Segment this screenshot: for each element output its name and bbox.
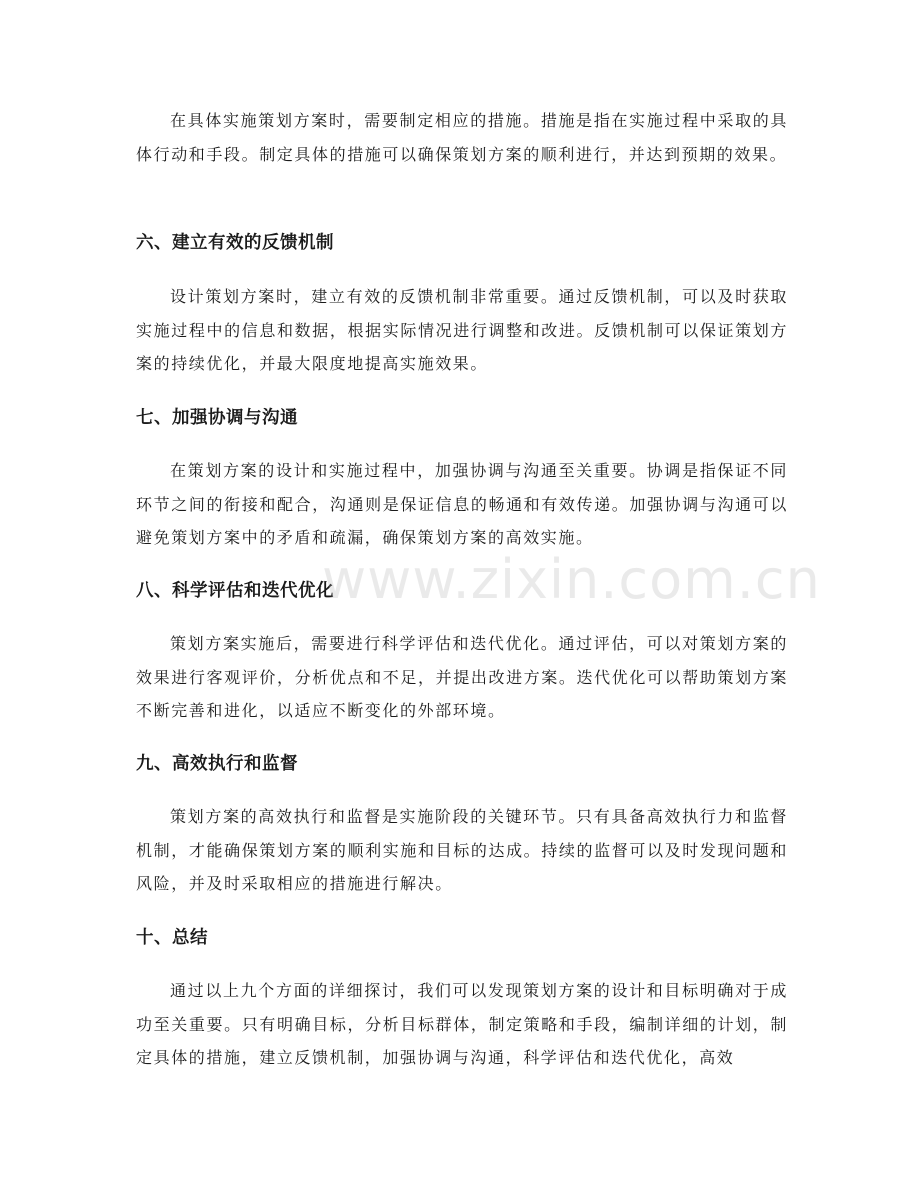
paragraph-coordination: 在策划方案的设计和实施过程中，加强协调与沟通至关重要。协调是指保证不同环节之间的衔接和配合，沟通则是保证信息的畅通和有效传递。加强协调与沟通可以避免策划方案中的矛盾和疏漏，确保策划方案的高效实施。 (136, 461, 788, 547)
intro-paragraph: 在具体实施策划方案时，需要制定相应的措施。措施是指在实施过程中采取的具体行动和手段。制定具体的措施可以确保策划方案的顺利进行，并达到预期的效果。 (136, 111, 788, 164)
paragraph-feedback: 设计策划方案时，建立有效的反馈机制非常重要。通过反馈机制，可以及时获取实施过程中的信息和数据，根据实际情况进行调整和改进。反馈机制可以保证策划方案的持续优化，并最大限度地提高实施效果。 (136, 287, 788, 373)
paragraph-summary: 通过以上九个方面的详细探讨，我们可以发现策划方案的设计和目标明确对于成功至关重要。只有明确目标，分析目标群体，制定策略和手段，编制详细的计划，制定具体的措施，建立反馈机制，加强协调与沟通，科学评估和迭代优化，高效 (136, 981, 788, 1067)
heading-coordination: 七、加强协调与沟通 (136, 408, 298, 428)
intro-paragraph-block (136, 104, 788, 171)
section-body-6 (136, 280, 788, 381)
section-heading-8 (136, 579, 788, 603)
section-body-9 (136, 800, 788, 901)
section-heading-9 (136, 752, 788, 776)
section-heading-6 (136, 231, 788, 255)
section-heading-7 (136, 406, 788, 430)
section-body-7 (136, 454, 788, 555)
paragraph-execution: 策划方案的高效执行和监督是实施阶段的关键环节。只有具备高效执行力和监督机制，才能确保策划方案的顺利实施和目标的达成。持续的监督可以及时发现问题和风险，并及时采取相应的措施进行解决。 (136, 807, 788, 893)
section-body-8 (136, 627, 788, 728)
heading-execution: 九、高效执行和监督 (136, 754, 298, 774)
watermark-text: www.zixin.com.cn (322, 548, 821, 611)
paragraph-evaluation: 策划方案实施后，需要进行科学评估和迭代优化。通过评估，可以对策划方案的效果进行客观评价，分析优点和不足，并提出改进方案。迭代优化可以帮助策划方案不断完善和进化，以适应不断变化的外部环境。 (136, 634, 788, 720)
section-body-10 (136, 974, 788, 1075)
section-heading-10 (136, 926, 788, 950)
heading-feedback: 六、建立有效的反馈机制 (136, 233, 334, 253)
heading-summary: 十、总结 (136, 928, 208, 948)
heading-evaluation: 八、科学评估和迭代优化 (136, 581, 334, 601)
